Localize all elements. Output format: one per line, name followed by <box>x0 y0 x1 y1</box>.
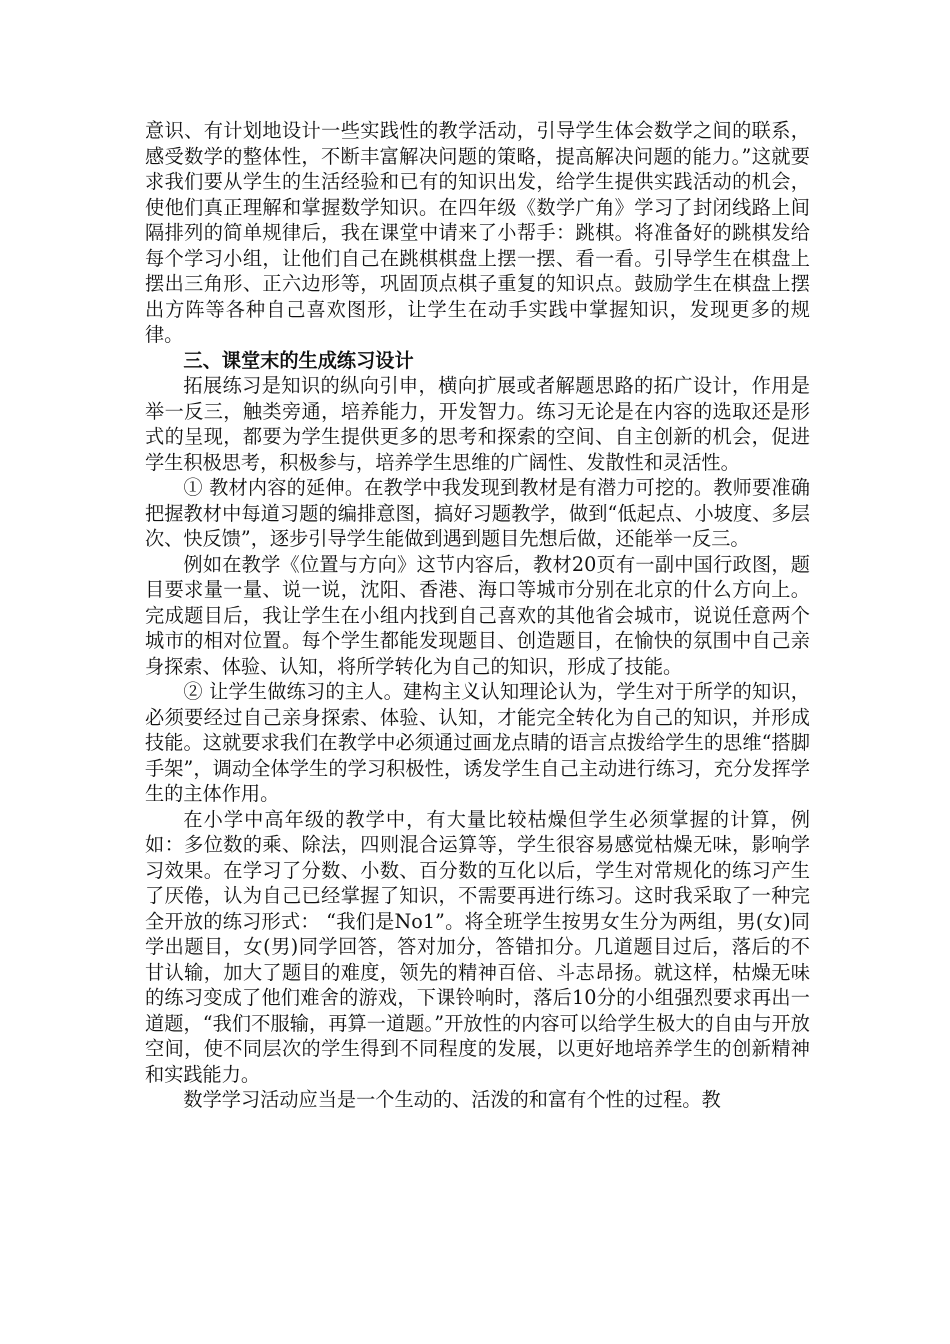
paragraph-calculation-game: 在小学中高年级的教学中，有大量比较枯燥但学生必须掌握的计算，例如：多位数的乘、除法，四则混合运算等，学生很容易感觉枯燥无味，影响学习效果。在学习了分数、小数、百分数的互化以后，学生对常规化的练习产生了厌倦，认为自己已经掌握了知识，不需要再进行练习。这时我采取了一种完全开放的练习形式： “我们是No1”。将全班学生按男女生分为两组，男(女)同学出题目，女(男)同学回答，答对加分，答错扣分。几道题目过后，落后的不甘认输，加大了题目的难度，领先的精神百倍、斗志昂扬。就这样，枯燥无味的练习变成了他们难舍的游戏，下课铃响时，落后10分的小组强烈要求再出一道题，“我们不服输，再算一道题。”开放性的内容可以给学生极大的自由与开放空间，使不同层次的学生得到不同程度的发展，以更好地培养学生的创新精神和实践能力。 <box>145 807 810 1086</box>
paragraph-continuation: 意识、有计划地设计一些实践性的教学活动，引导学生体会数学之间的联系，感受数学的整体性，不断丰富解决问题的策略，提高解决问题的能力。”这就要求我们要从学生的生活经验和已有的知识出发，给学生提供实践活动的机会，使他们真正理解和掌握数学知识。在四年级《数学广角》学习了封闭线路上间隔排列的简单规律后，我在课堂中请来了小帮手：跳棋。将准备好的跳棋发给每个学习小组，让他们自己在跳棋棋盘上摆一摆、看一看。引导学生在棋盘上摆出三角形、正六边形等，巩固顶点棋子重复的知识点。鼓励学生在棋盘上摆出方阵等各种自己喜欢图形，让学生在动手实践中掌握知识，发现更多的规律。 <box>145 119 810 346</box>
paragraph-students-own-practice: ② 让学生做练习的主人。建构主义认知理论认为，学生对于所学的知识，必须要经过自己亲身探索、体验、认知，才能完全转化为自己的知识，并形成技能。这就要求我们在教学中必须通过画龙点睛的语言点拨给学生的思维“搭脚手架”，调动全体学生的学习积极性，诱发学生自己主动进行练习，充分发挥学生的主体作用。 <box>145 680 810 805</box>
paragraph-textbook-extension: ① 教材内容的延伸。在教学中我发现到教材是有潜力可挖的。教师要准确把握教材中每道习题的编排意图，搞好习题教学，做到“低起点、小坡度、多层次、快反馈”，逐步引导学生能做到遇到题目先想后做，还能举一反三。 <box>145 476 810 550</box>
paragraph-learning-activity: 数学学习活动应当是一个生动的、活泼的和富有个性的过程。教 <box>183 1088 721 1111</box>
section-heading: 三、课堂末的生成练习设计 <box>183 348 414 372</box>
paragraph-position-direction-example: 例如在教学《位置与方向》这节内容后，教材20页有一副中国行政图，题目要求量一量、说一说，沈阳、香港、海口等城市分别在北京的什么方向上。完成题目后，我让学生在小组内找到自己喜欢的其他省会城市，说说任意两个城市的相对位置。每个学生都能发现题目、创造题目，在愉快的氛围中自己亲身探索、体验、认知，将所学转化为自己的知识，形成了技能。 <box>145 552 810 678</box>
paragraph-extension-practice: 拓展练习是知识的纵向引申，横向扩展或者解题思路的拓广设计，作用是举一反三，触类旁通，培养能力，开发智力。练习无论是在内容的选取还是形式的呈现，都要为学生提供更多的思考和探索的空间、自主创新的机会，促进学生积极思考，积极参与，培养学生思维的广阔性、发散性和灵活性。 <box>145 374 810 474</box>
document-page <box>145 118 810 1113</box>
